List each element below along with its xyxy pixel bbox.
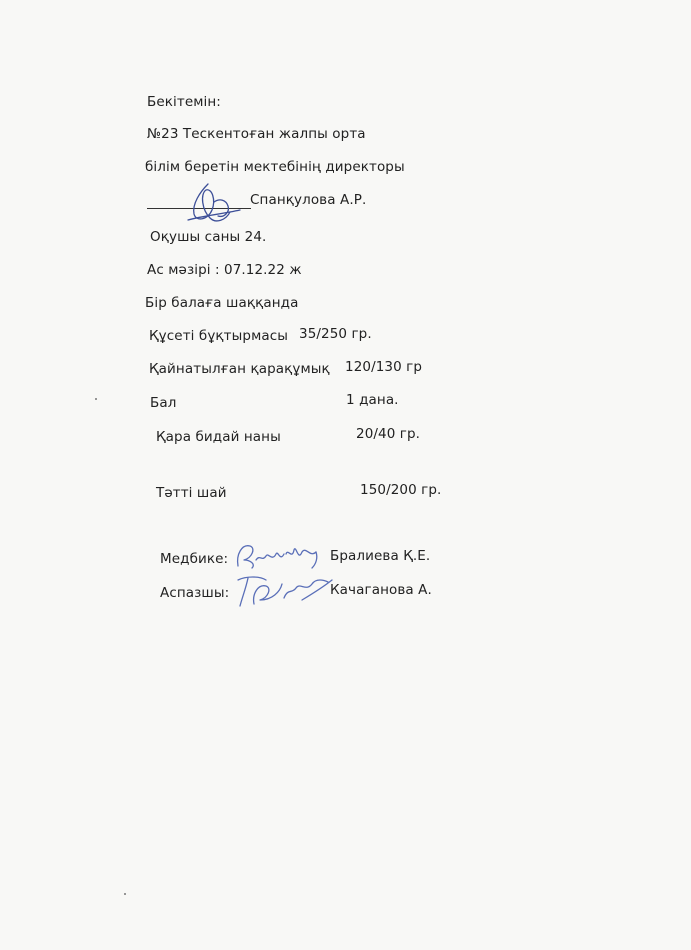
menu-item-portion: 1 дана. [346,392,399,408]
cook-signature-icon [232,570,337,612]
nurse-label: Медбике: [160,551,229,567]
menu-item-portion: 120/130 гр [345,359,423,375]
menu-date: Ас мәзірі : 07.12.22 ж [147,262,302,278]
scan-speck [124,893,126,895]
school-name-line2: білім беретін мектебінің директоры [145,159,405,175]
menu-item-name: Тәтті шай [156,485,227,501]
menu-item-portion: 35/250 гр. [299,326,372,342]
menu-item-name: Қайнатылған қарақұмық [149,361,330,377]
menu-item-name: Құсеті бұқтырмасы [149,328,289,344]
menu-item-portion: 20/40 гр. [356,426,421,442]
students-count: Оқушы саны 24. [150,229,267,245]
nurse-name: Бралиева Қ.Е. [330,548,431,564]
approval-heading: Бекітемін: [147,94,221,110]
director-signature-icon [178,180,248,230]
menu-item-name: Қара бидай наны [156,429,281,445]
school-name-line1: №23 Тескентоған жалпы орта [147,126,366,142]
per-child-heading: Бір балаға шаққанда [145,295,299,311]
menu-item-portion: 150/200 гр. [360,482,442,498]
cook-label: Аспазшы: [160,585,230,601]
nurse-signature-icon [232,540,327,574]
director-name: Спанқулова А.Р. [250,192,367,208]
scan-speck [95,398,97,400]
cook-name: Качаганова А. [330,582,432,598]
menu-item-name: Бал [150,395,177,411]
